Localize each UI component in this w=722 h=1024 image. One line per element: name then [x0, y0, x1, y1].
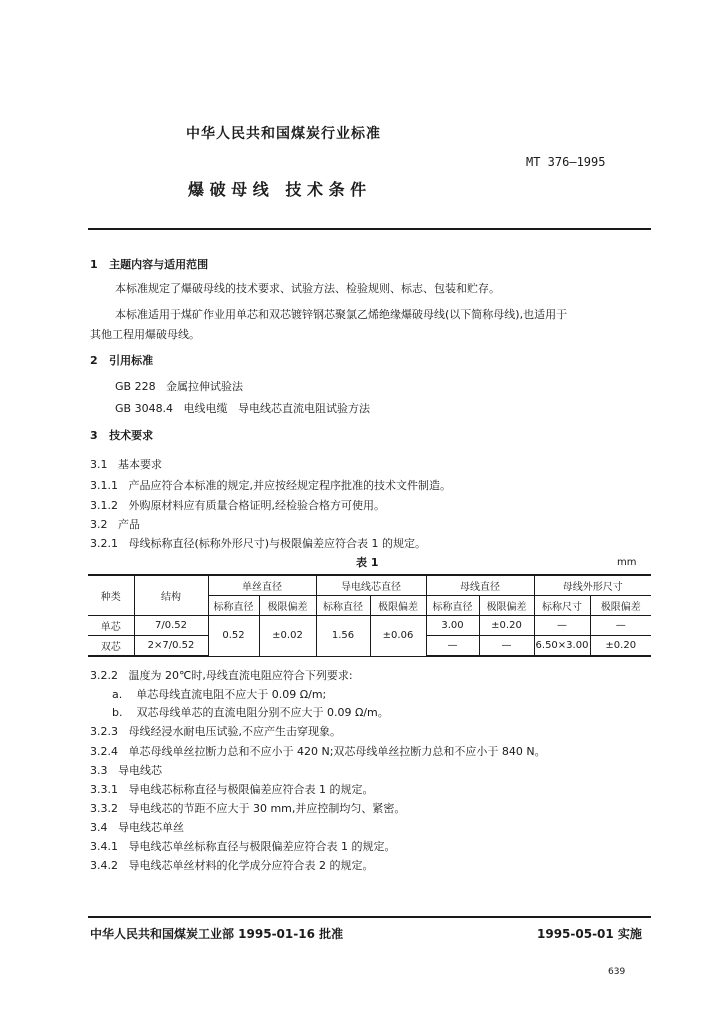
clause-3-2-2-a: a. 单芯母线直流电阻不应大于 0.09 Ω/m; [112, 688, 327, 701]
cell-type: 单芯 [88, 616, 134, 636]
header-core: 导电线芯直径 [316, 575, 426, 596]
section-1-heading: 1 主题内容与适用范围 [90, 258, 209, 271]
clause-3-4: 3.4 导电线芯单丝 [90, 821, 184, 834]
subheader-deviation: 极限偏差 [370, 596, 426, 616]
cell-structure: 7/0.52 [134, 616, 208, 636]
subheader-nominal: 标称尺寸 [534, 596, 590, 616]
subheader-deviation: 极限偏差 [259, 596, 316, 616]
section-1-para-2a: 本标准适用于煤矿作业用单芯和双芯镀锌钢芯聚氯乙烯绝缘爆破母线(以下简称母线),也适用于 [115, 308, 568, 321]
spec-table [88, 574, 651, 657]
cell-outer-deviation: — [590, 616, 651, 636]
reference-gb228: GB 228 金属拉伸试验法 [115, 380, 244, 393]
cell-bus-nominal: — [426, 636, 479, 657]
clause-3-1: 3.1 基本要求 [90, 458, 162, 471]
clause-3-2-2: 3.2.2 温度为 20℃时,母线直流电阻应符合下列要求: [90, 669, 353, 682]
clause-3-3: 3.3 导电线芯 [90, 764, 162, 777]
effective-date: 1995-05-01 实施 [537, 927, 642, 941]
cell-core-deviation: ±0.06 [370, 616, 426, 657]
document-org: 中华人民共和国煤炭行业标准 [186, 126, 381, 142]
clause-3-3-2: 3.3.2 导电线芯的节距不应大于 30 mm,并应控制均匀、紧密。 [90, 802, 406, 815]
clause-3-1-1: 3.1.1 产品应符合本标准的规定,并应按经规定程序批准的技术文件制造。 [90, 479, 451, 492]
cell-outer-nominal: 6.50×3.00 [534, 636, 590, 657]
cell-single-nominal: 0.52 [208, 616, 259, 657]
cell-type: 双芯 [88, 636, 134, 657]
approval-line: 中华人民共和国煤炭工业部 1995-01-16 批准 [90, 927, 344, 941]
section-1-para-1: 本标准规定了爆破母线的技术要求、试验方法、检验规则、标志、包装和贮存。 [115, 282, 500, 295]
table-row [88, 616, 651, 636]
header-single-wire: 单丝直径 [208, 575, 316, 596]
clause-3-2-2-b: b. 双芯母线单芯的直流电阻分别不应大于 0.09 Ω/m。 [112, 706, 389, 719]
clause-3-2-1: 3.2.1 母线标称直径(标称外形尺寸)与极限偏差应符合表 1 的规定。 [90, 537, 427, 550]
cell-outer-deviation: ±0.20 [590, 636, 651, 657]
cell-bus-deviation: ±0.20 [479, 616, 534, 636]
cell-structure: 2×7/0.52 [134, 636, 208, 657]
header-outer: 母线外形尺寸 [534, 575, 651, 596]
section-3-heading: 3 技术要求 [90, 429, 154, 442]
section-1-para-2b: 其他工程用爆破母线。 [90, 328, 200, 341]
standard-code: MT 376—1995 [526, 155, 606, 169]
cell-core-nominal: 1.56 [316, 616, 370, 657]
header-type: 种类 [88, 575, 134, 616]
clause-3-2-3: 3.2.3 母线经浸水耐电压试验,不应产生击穿现象。 [90, 725, 341, 738]
cell-outer-nominal: — [534, 616, 590, 636]
table-caption: 表 1 [356, 556, 379, 569]
cell-single-deviation: ±0.02 [259, 616, 316, 657]
subheader-nominal: 标称直径 [208, 596, 259, 616]
clause-3-2-4: 3.2.4 单芯母线单丝拉断力总和不应小于 420 N;双芯母线单丝拉断力总和不应小于 840 N。 [90, 745, 546, 758]
subheader-deviation: 极限偏差 [590, 596, 651, 616]
subheader-nominal: 标称直径 [426, 596, 479, 616]
clause-3-3-1: 3.3.1 导电线芯标称直径与极限偏差应符合表 1 的规定。 [90, 783, 374, 796]
header-bus: 母线直径 [426, 575, 534, 596]
table-unit: mm [617, 557, 637, 568]
footer-rule [88, 916, 651, 918]
clause-3-2: 3.2 产品 [90, 518, 140, 531]
clause-3-1-2: 3.1.2 外购原材料应有质量合格证明,经检验合格方可使用。 [90, 499, 385, 512]
subheader-deviation: 极限偏差 [479, 596, 534, 616]
clause-3-4-2: 3.4.2 导电线芯单丝材料的化学成分应符合表 2 的规定。 [90, 859, 374, 872]
reference-gb3048: GB 3048.4 电线电缆 导电线芯直流电阻试验方法 [115, 402, 371, 415]
document-title: 爆 破 母 线 技 术 条 件 [188, 180, 367, 199]
header-rule [88, 228, 651, 230]
clause-3-4-1: 3.4.1 导电线芯单丝标称直径与极限偏差应符合表 1 的规定。 [90, 840, 396, 853]
cell-bus-nominal: 3.00 [426, 616, 479, 636]
subheader-nominal: 标称直径 [316, 596, 370, 616]
header-structure: 结构 [134, 575, 208, 616]
cell-bus-deviation: — [479, 636, 534, 657]
page-number: 639 [608, 967, 626, 977]
section-2-heading: 2 引用标准 [90, 354, 154, 367]
